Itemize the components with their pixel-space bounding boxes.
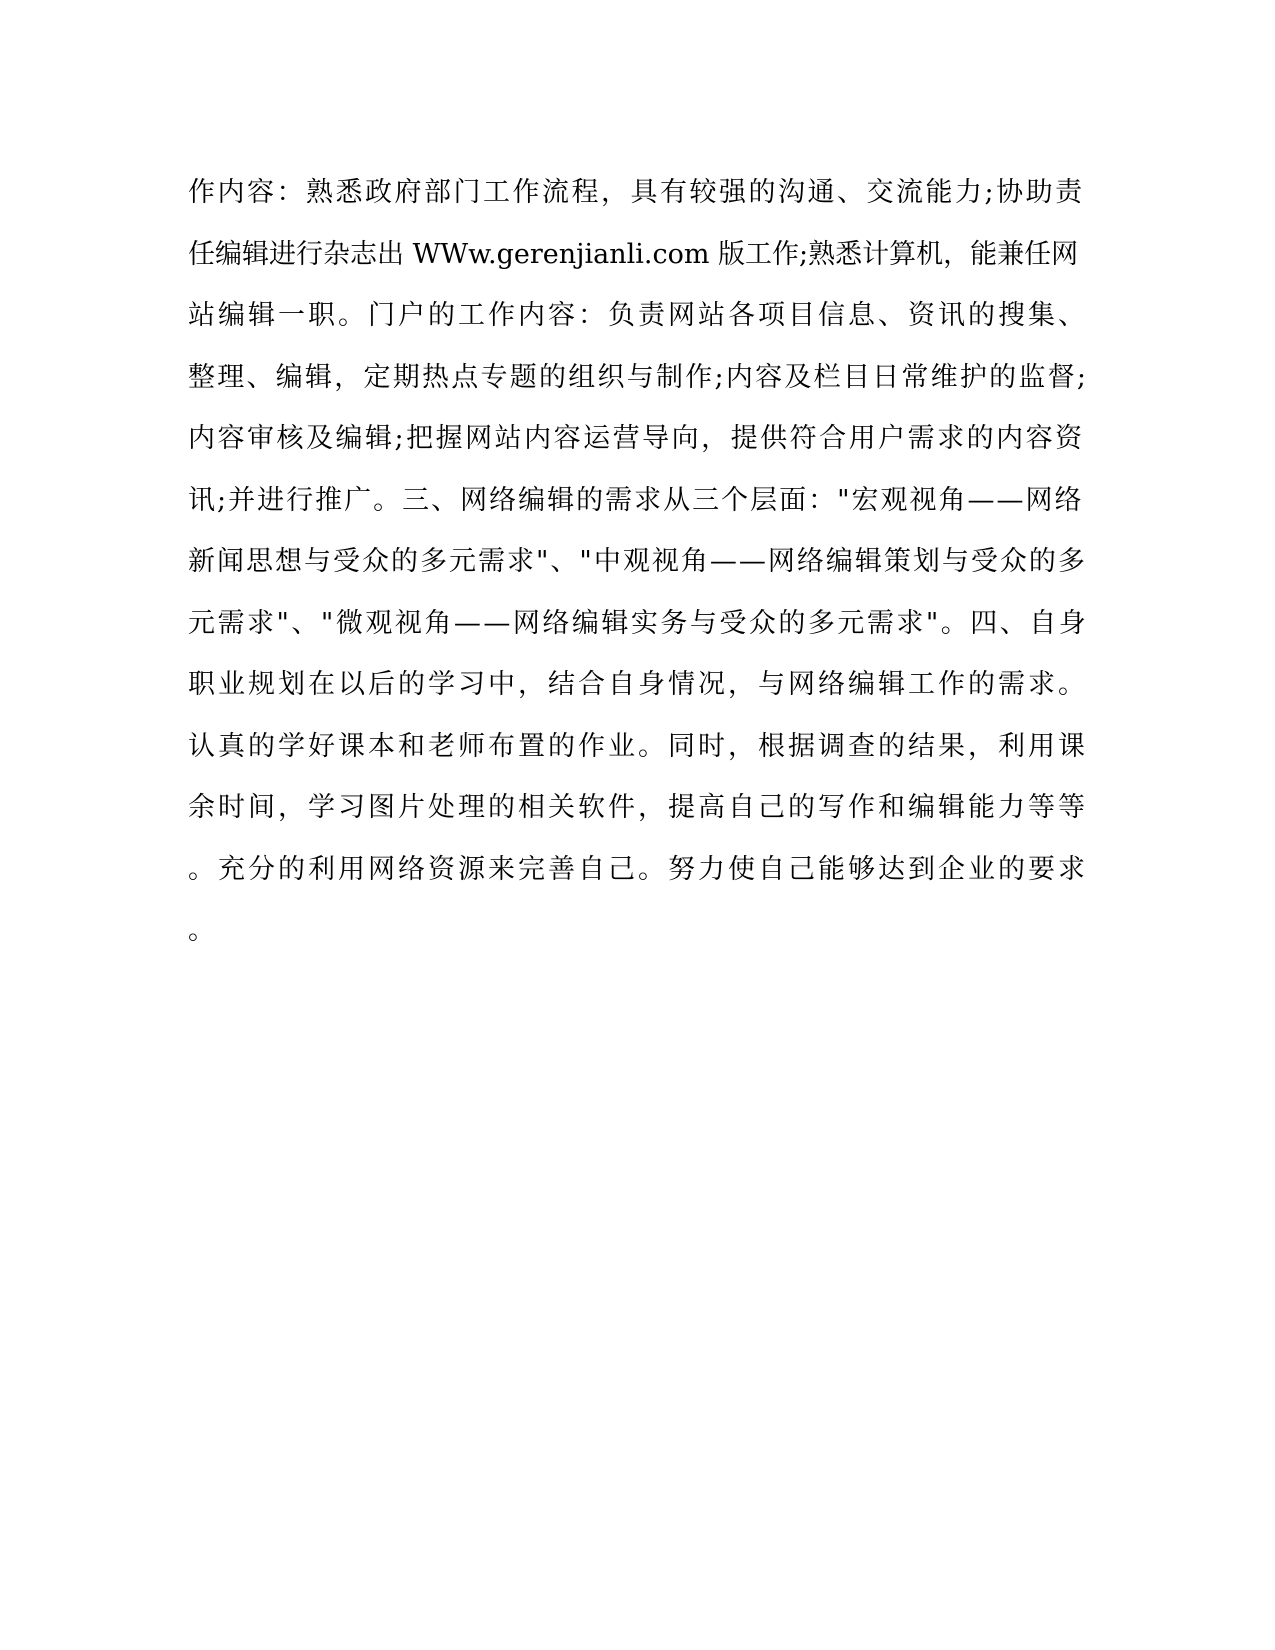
text-line: 。 (188, 915, 218, 946)
body-text (188, 162, 1088, 962)
text-line: 整理、编辑，定期热点专题的组织与制作;内容及栏目日常维护的监督; (188, 361, 1089, 393)
text-line: 余时间，学习图片处理的相关软件，提高自己的写作和编辑能力等等 (188, 792, 1088, 823)
text-line: 职业规划在以后的学习中，结合自身情况，与网络编辑工作的需求。 (188, 669, 1088, 700)
text-line: 讯;并进行推广。三、网络编辑的需求从三个层面："宏观视角——网络 (188, 484, 1084, 516)
text-line: 任编辑进行杂志出 WWw.gerenjianli.com 版工作;熟悉计算机，能兼任网 (188, 238, 1079, 270)
text-line: 。充分的利用网络资源来完善自己。努力使自己能够达到企业的要求 (188, 853, 1088, 885)
text-line: 元需求"、"微观视角——网络编辑实务与受众的多元需求"。四、自身 (188, 607, 1089, 639)
text-line: 认真的学好课本和老师布置的作业。同时，根据调查的结果，利用课 (188, 730, 1088, 762)
text-line: 站编辑一职。门户的工作内容：负责网站各项目信息、资讯的搜集、 (188, 300, 1088, 331)
text-line: 内容审核及编辑;把握网站内容运营导向，提供符合用户需求的内容资 (188, 423, 1085, 454)
text-line: 新闻思想与受众的多元需求"、"中观视角——网络编辑策划与受众的多 (188, 546, 1087, 577)
text-line: 作内容：熟悉政府部门工作流程，具有较强的沟通、交流能力;协助责 (188, 177, 1085, 208)
